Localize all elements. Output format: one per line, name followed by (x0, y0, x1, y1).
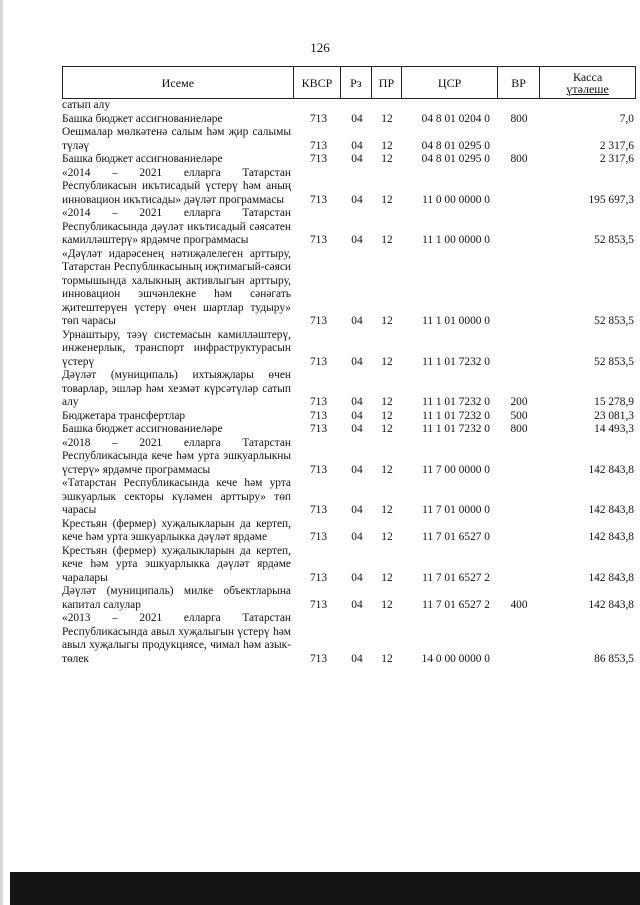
cell-kassa: 142 843,8 (588, 504, 634, 516)
table-row (62, 410, 636, 424)
cell-kassa: 7,0 (619, 112, 634, 125)
cell-csr: 11 0 00 0000 0 (422, 193, 490, 206)
cell-pr: 12 (381, 234, 393, 246)
cell-vr: 800 (510, 423, 528, 435)
cell-vr: 800 (510, 153, 528, 165)
cell-kassa: 2 317,6 (599, 153, 634, 165)
cell-kvsr: 713 (309, 598, 328, 611)
cell-name: «2018 – 2021 елларга Татарстан Республикасында кече һәм урта эшкуарлыкны үстерү» ярдәмче программасы (62, 436, 291, 476)
cell-rz: 04 (351, 396, 363, 408)
cell-csr: 11 7 00 0000 0 (422, 463, 490, 476)
table-row (62, 167, 636, 208)
cell-pr: 12 (381, 504, 393, 516)
cell-kvsr: 713 (309, 652, 328, 665)
table-row (62, 113, 636, 127)
cell-kassa: 142 843,8 (588, 531, 634, 543)
cell-name: Башка бюджет ассигнованиеләре (62, 423, 223, 435)
cell-pr: 12 (381, 652, 393, 665)
cell-csr: 11 1 00 0000 0 (422, 234, 490, 246)
cell-rz: 04 (351, 139, 363, 152)
cell-name: Башка бюджет ассигнованиеләре (62, 112, 223, 125)
table-row (62, 518, 636, 545)
cell-pr: 12 (381, 396, 393, 408)
cell-kassa: 86 853,5 (594, 652, 634, 665)
header-vr: ВР (498, 67, 540, 98)
cell-kvsr: 713 (309, 504, 328, 516)
cell-kvsr: 713 (309, 315, 328, 327)
page-number: 126 (310, 40, 330, 55)
cell-kassa: 142 843,8 (588, 463, 634, 476)
cell-kassa: 142 843,8 (588, 598, 634, 611)
cell-name: «2013 – 2021 елларга Татарстан Республикасында авыл хуҗалыгын үстерү һәм авыл хуҗалыгы продукциясе, чимал һәм азык-төлек (62, 612, 291, 665)
cell-csr: 11 1 01 7232 0 (422, 396, 490, 408)
cell-name: «2014 – 2021 елларга Татарстан Республикасында дәүләт икътисадый сәясәтен камилләштерү» ярдәмче программасы (62, 207, 291, 246)
cell-pr: 12 (381, 193, 393, 206)
header-kvsr: КВСР (294, 67, 341, 98)
table-row (62, 585, 636, 612)
cell-rz: 04 (351, 598, 363, 611)
cell-rz: 04 (351, 463, 363, 476)
table-row (62, 99, 636, 113)
scan-left-edge (0, 0, 3, 905)
cell-pr: 12 (381, 409, 393, 422)
cell-rz: 04 (351, 652, 363, 665)
cell-name: «Дәүләт идарәсенең нәтиҗәлелеген арттыру, Татарстан Республикасының иҗтимагый-сәяси тормышында халыкның активлыгын арттыру, инновацион эшчәнлекне һәм сәнәгать җитештерүен үстерү өчен шартлар тудыру» төп чарасы (62, 247, 291, 327)
cell-kassa: 52 853,5 (594, 234, 634, 246)
cell-kassa: 52 853,5 (594, 315, 634, 327)
table-row (62, 369, 636, 410)
cell-kvsr: 713 (309, 423, 328, 435)
table-row (62, 126, 636, 153)
cell-name: Урнаштыру, тәэү системасын камилләштерү, инженерлык, транспорт инфраструктурасын үстерү (62, 328, 291, 368)
cell-name: Дәүләт (муниципаль) милке объектларына капитал салулар (62, 585, 291, 611)
table-body (62, 99, 636, 666)
scan-bottom-bar (10, 872, 640, 905)
budget-table (62, 66, 636, 666)
cell-kvsr: 713 (309, 531, 328, 543)
cell-kassa: 15 278,9 (594, 396, 634, 408)
cell-kvsr: 713 (309, 112, 328, 125)
cell-csr: 11 1 01 7232 0 (422, 409, 490, 422)
cell-kvsr: 713 (309, 234, 328, 246)
table-row (62, 153, 636, 167)
cell-name: Крестьян (фермер) хуҗалыкларын да кертеп, кече һәм урта эшкуарлыкка дәүләт ярдәме (62, 517, 291, 543)
cell-rz: 04 (351, 234, 363, 246)
cell-name: «2014 – 2021 елларга Татарстан Республикасын икътисадый үстерү һәм аның инновацион икътисады» дәүләт программасы (62, 166, 291, 206)
cell-rz: 04 (351, 504, 363, 516)
cell-rz: 04 (351, 423, 363, 435)
cell-rz: 04 (351, 112, 363, 125)
cell-csr: 14 0 00 0000 0 (421, 652, 490, 665)
table-header (62, 66, 636, 99)
cell-csr: 11 1 01 7232 0 (422, 355, 490, 368)
cell-kassa: 52 853,5 (594, 355, 634, 368)
cell-name: Крестьян (фермер) хуҗалыкларын да кертеп, кече һәм урта эшкуарлыкка дәүләт ярдәме чаралары (62, 544, 291, 584)
cell-pr: 12 (381, 112, 393, 125)
cell-name: Бюджетара трансфертлар (62, 409, 186, 422)
cell-pr: 12 (381, 598, 393, 611)
cell-kvsr: 713 (309, 409, 328, 422)
cell-pr: 12 (381, 463, 393, 476)
cell-kvsr: 713 (309, 193, 328, 206)
cell-rz: 04 (351, 571, 363, 584)
cell-kvsr: 713 (309, 396, 328, 408)
cell-kassa: 14 493,3 (594, 423, 634, 435)
cell-csr: 04 8 01 0204 0 (421, 112, 490, 125)
cell-csr: 11 1 01 0000 0 (422, 315, 490, 327)
cell-name: Башка бюджет ассигнованиеләре (62, 153, 223, 165)
header-kassa-line2: үтәлеше (566, 81, 609, 96)
cell-kvsr: 713 (309, 153, 328, 165)
header-name: Исеме (63, 67, 294, 98)
table-row (62, 329, 636, 370)
cell-name: сатып алу (62, 99, 111, 111)
cell-kvsr: 713 (309, 139, 328, 152)
cell-pr: 12 (381, 423, 393, 435)
cell-csr: 04 8 01 0295 0 (421, 153, 490, 165)
cell-pr: 12 (381, 355, 393, 368)
cell-name: Оешмалар мөлкәтенә салым һәм җир салымы түләү (62, 126, 291, 152)
table-row (62, 423, 636, 437)
header-csr: ЦСР (402, 67, 498, 98)
cell-pr: 12 (381, 571, 393, 584)
header-kassa (540, 67, 635, 98)
cell-pr: 12 (381, 531, 393, 543)
cell-rz: 04 (351, 355, 363, 368)
cell-rz: 04 (351, 531, 363, 543)
header-pr: ПР (372, 67, 403, 98)
cell-kvsr: 713 (309, 571, 328, 584)
cell-csr: 04 8 01 0295 0 (421, 139, 490, 152)
cell-kassa: 23 081,3 (594, 409, 634, 422)
table-row (62, 477, 636, 518)
cell-kassa: 195 697,3 (588, 193, 634, 206)
cell-kvsr: 713 (309, 463, 328, 476)
cell-vr: 500 (510, 409, 528, 422)
cell-rz: 04 (351, 193, 363, 206)
cell-csr: 11 7 01 6527 2 (422, 571, 490, 584)
cell-kvsr: 713 (309, 355, 328, 368)
table-row (62, 612, 636, 666)
cell-vr: 400 (510, 598, 528, 611)
cell-csr: 11 7 01 0000 0 (422, 504, 490, 516)
table-row (62, 207, 636, 248)
table-row (62, 437, 636, 478)
cell-vr: 200 (510, 396, 528, 408)
cell-kassa: 142 843,8 (588, 571, 634, 584)
cell-rz: 04 (351, 409, 363, 422)
cell-kassa: 2 317,6 (599, 139, 634, 152)
cell-name: «Татарстан Республикасында кече һәм урта эшкуарлык секторы күләмен арттыру» төп чарасы (62, 477, 291, 516)
header-rz: Рз (341, 67, 372, 98)
cell-rz: 04 (351, 315, 363, 327)
cell-csr: 11 1 01 7232 0 (422, 423, 490, 435)
header-kassa-line1: Касса (573, 69, 603, 84)
cell-name: Дәүләт (муниципаль) ихтыяҗлары өчен товарлар, эшләр һәм хезмәт күрсәтүләр сатып алу (62, 369, 291, 408)
cell-pr: 12 (381, 315, 393, 327)
cell-pr: 12 (381, 139, 393, 152)
cell-csr: 11 7 01 6527 0 (422, 531, 490, 543)
cell-pr: 12 (381, 153, 393, 165)
cell-rz: 04 (351, 153, 363, 165)
table-row (62, 248, 636, 329)
cell-vr: 800 (510, 112, 528, 125)
table-row (62, 545, 636, 586)
cell-csr: 11 7 01 6527 2 (422, 598, 490, 611)
